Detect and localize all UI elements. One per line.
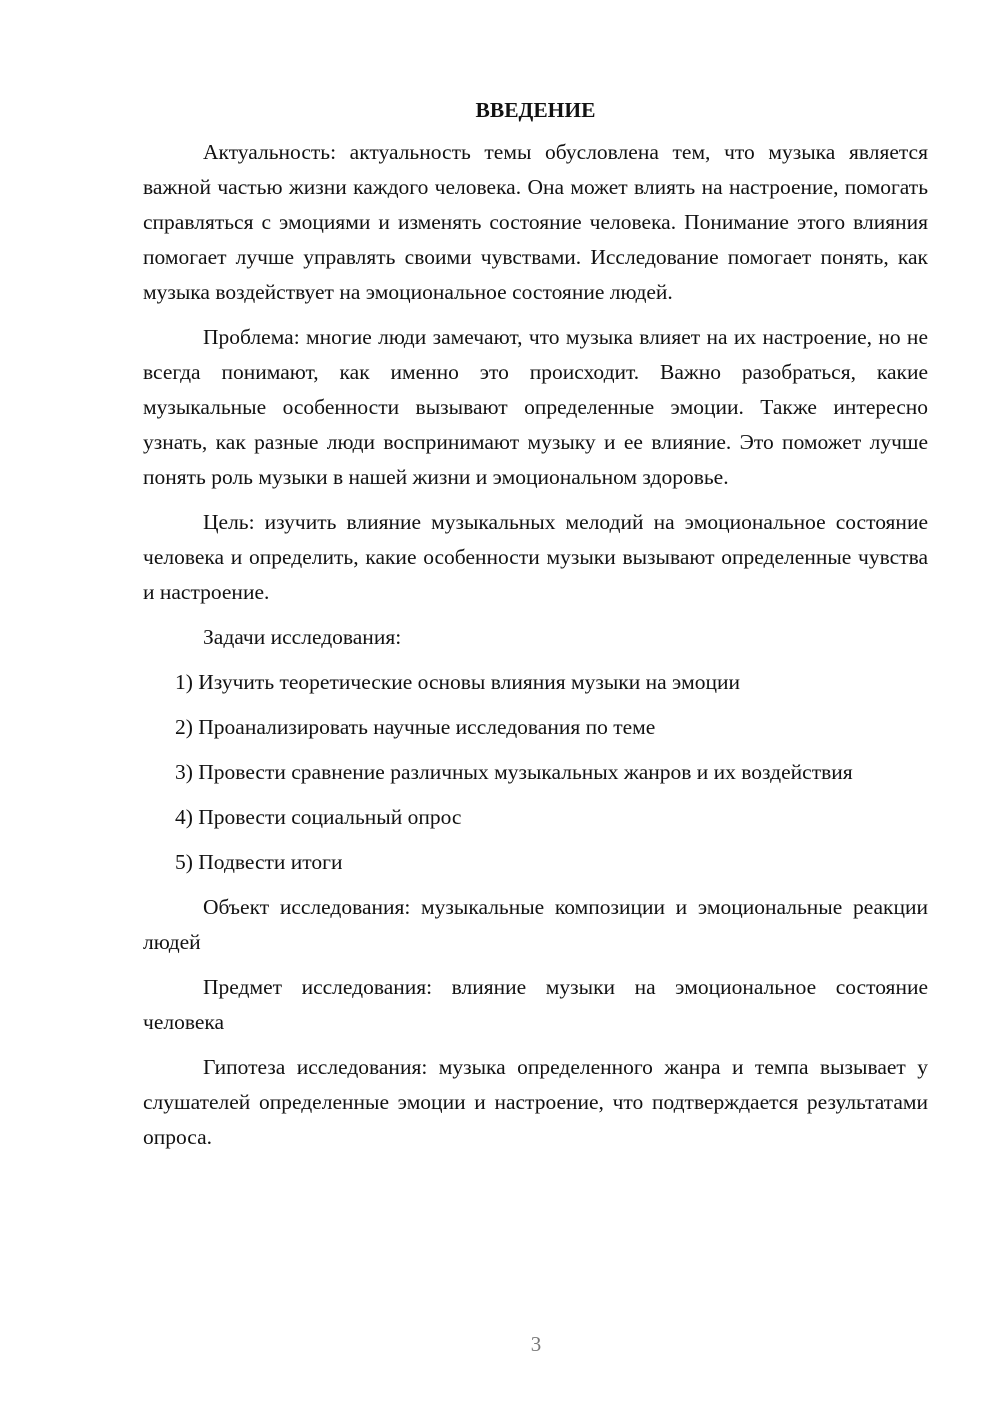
problem-paragraph: Проблема: многие люди замечают, что музыка влияет на их настроение, но не всегда понимают, как именно это происходит. Важно разобраться, какие музыкальные особенности вызывают определенные эмоции. Также интересно узнать, как разные люди воспринимают музыку и ее влияние. Это поможет лучше понять роль музыки в нашей жизни и эмоциональном здоровье. — [143, 325, 928, 489]
page-content — [143, 95, 928, 1165]
tasks-heading: Задачи исследования: — [203, 625, 402, 649]
object-paragraph: Объект исследования: музыкальные композиции и эмоциональные реакции людей — [143, 895, 928, 954]
page-number: 3 — [530, 1332, 542, 1356]
task-item-1: 1) Изучить теоретические основы влияния музыки на эмоции — [175, 670, 740, 694]
relevance-paragraph: Актуальность: актуальность темы обусловлена тем, что музыка является важной частью жизни каждого человека. Она может влиять на настроение, помогать справляться с эмоциями и изменять состояние человека. Понимание этого влияния помогает лучше управлять своими чувствами. Исследование помогает понять, как музыка воздействует на эмоциональное состояние людей. — [143, 140, 928, 304]
task-item-3: 3) Провести сравнение различных музыкальных жанров и их воздействия — [175, 760, 853, 784]
task-item-5: 5) Подвести итоги — [175, 850, 343, 874]
task-item-4: 4) Провести социальный опрос — [175, 805, 462, 829]
task-item-2: 2) Проанализировать научные исследования по теме — [175, 715, 656, 739]
page-title: ВВЕДЕНИЕ — [475, 98, 596, 122]
subject-paragraph: Предмет исследования: влияние музыки на эмоциональное состояние человека — [143, 975, 928, 1034]
goal-paragraph: Цель: изучить влияние музыкальных мелодий на эмоциональное состояние человека и определить, какие особенности музыки вызывают определенные чувства и настроение. — [143, 510, 928, 604]
hypothesis-paragraph: Гипотеза исследования: музыка определенного жанра и темпа вызывает у слушателей определенные эмоции и настроение, что подтверждается результатами опроса. — [143, 1055, 928, 1149]
